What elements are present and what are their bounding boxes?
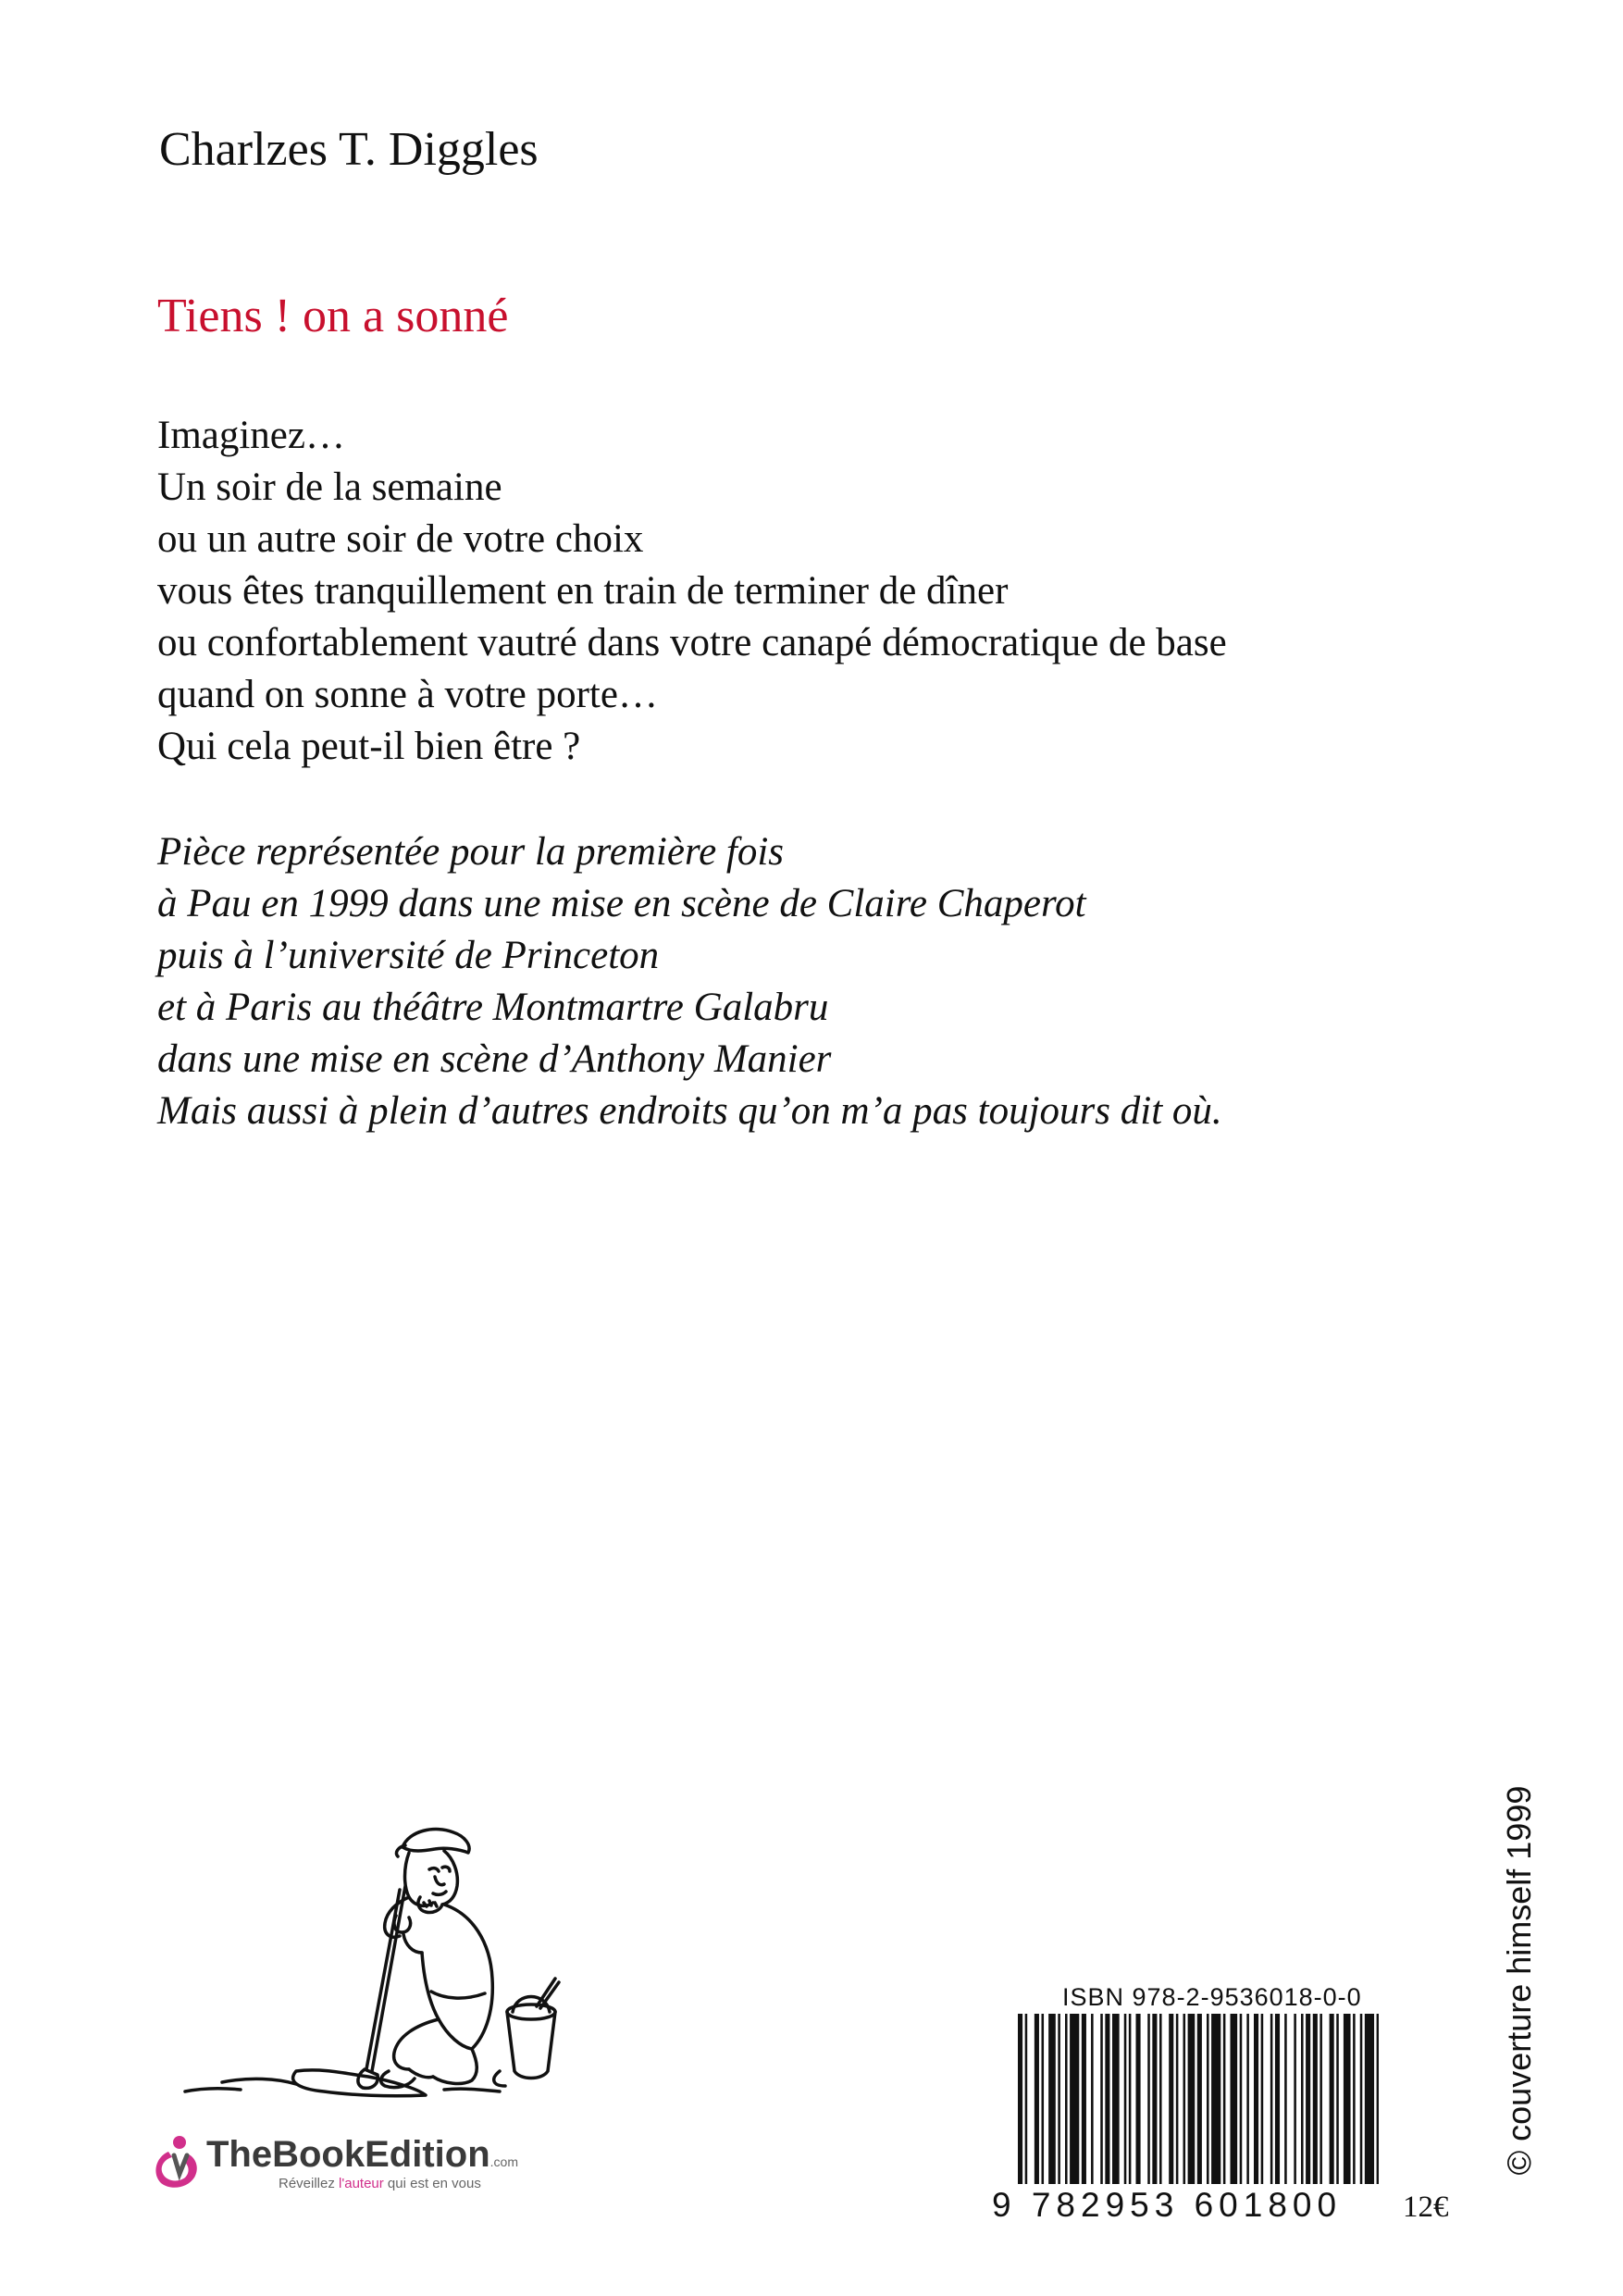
barcode-bar	[1070, 2014, 1079, 2184]
barcode-bar	[1129, 2014, 1132, 2184]
barcode-bar	[1261, 2014, 1264, 2184]
barcode-bar	[1197, 2014, 1202, 2184]
barcode-bar	[1152, 2014, 1157, 2184]
price: 12€	[1403, 2191, 1449, 2224]
barcode-bar	[1344, 2014, 1351, 2184]
barcode-bar	[1270, 2014, 1273, 2184]
barcode-bar	[1048, 2014, 1056, 2184]
publisher-name: TheBookEdition.com	[206, 2134, 518, 2175]
performance-line: puis à l’université de Princeton	[157, 934, 660, 977]
barcode-bar	[1136, 2014, 1141, 2184]
blurb-line: ou confortablement vautré dans votre canapé démocratique de base	[157, 621, 1227, 664]
barcode-bar	[1105, 2014, 1109, 2184]
barcode-bar	[1035, 2014, 1039, 2184]
performance-history	[157, 826, 1499, 1137]
barcode-bar	[1313, 2014, 1318, 2184]
barcode-bar	[1124, 2014, 1127, 2184]
barcode-bar	[1169, 2014, 1173, 2184]
barcode-bar	[1042, 2014, 1045, 2184]
barcode-bar	[1065, 2014, 1068, 2184]
barcode-bar	[1112, 2014, 1120, 2184]
publisher-logo	[146, 2133, 572, 2198]
barcode-bar	[1360, 2014, 1363, 2184]
cover-copyright: © couverture himself 1999	[1500, 1785, 1538, 2176]
barcode-bar	[1294, 2014, 1296, 2184]
blurb-line: quand on sonne à votre porte…	[157, 673, 658, 716]
barcode-bar	[1176, 2014, 1179, 2184]
barcode-bar	[1223, 2014, 1226, 2184]
blurb-line: Imaginez…	[157, 414, 345, 457]
barcode-bar	[1275, 2014, 1280, 2184]
blurb-line: vous êtes tranquillement en train de terminer de dîner	[157, 569, 1009, 613]
isbn-label: ISBN 978-2-9536018-0-0	[1062, 1983, 1362, 2011]
barcode-bar	[1365, 2014, 1374, 2184]
barcode-bar	[1188, 2014, 1196, 2184]
barcode-bar	[1377, 2014, 1379, 2184]
barcode-bar	[1254, 2014, 1258, 2184]
barcode-bar	[1319, 2014, 1322, 2184]
barcode-bar	[1306, 2014, 1310, 2184]
barcode-bar	[1284, 2014, 1287, 2184]
book-title: Tiens ! on a sonné	[157, 290, 509, 342]
blurb-line: Un soir de la semaine	[157, 465, 502, 509]
barcode-bar	[1091, 2014, 1094, 2184]
blurb-line: Qui cela peut-il bien être ?	[157, 725, 581, 768]
barcode-bar	[1082, 2014, 1086, 2184]
performance-line: Pièce représentée pour la première fois	[157, 830, 785, 874]
barcode-bar	[1353, 2014, 1356, 2184]
person-logo-icon	[146, 2133, 205, 2192]
barcode-bar	[1301, 2014, 1304, 2184]
barcode-bar	[1246, 2014, 1249, 2184]
barcode-bar	[1211, 2014, 1220, 2184]
barcode-bar	[1330, 2014, 1334, 2184]
barcode-bar	[1159, 2014, 1162, 2184]
barcode-bar	[1100, 2014, 1103, 2184]
man-mopping-floor-drawing-icon	[167, 1793, 611, 2099]
barcode-bar	[1207, 2014, 1209, 2184]
copyright-container	[1495, 1740, 1543, 2221]
barcode-bar	[1018, 2014, 1022, 2184]
barcode-bar	[1231, 2014, 1238, 2184]
barcode-icon	[1018, 2014, 1379, 2184]
barcode-bar	[1147, 2014, 1150, 2184]
barcode-bar	[1240, 2014, 1243, 2184]
blurb-text	[157, 410, 1499, 773]
performance-line: dans une mise en scène d’Anthony Manier	[157, 1037, 832, 1081]
blurb-line: ou un autre soir de votre choix	[157, 517, 644, 561]
author-name: Charlzes T. Diggles	[159, 123, 539, 176]
barcode-digits: 9 782953 601800	[992, 2186, 1343, 2224]
performance-line: et à Paris au théâtre Montmartre Galabru	[157, 986, 829, 1029]
performance-line: à Pau en 1999 dans une mise en scène de Claire Chaperot	[157, 882, 1086, 925]
barcode-bar	[1183, 2014, 1186, 2184]
barcode-bar	[1025, 2014, 1028, 2184]
barcode-bar	[1336, 2014, 1339, 2184]
performance-line: Mais aussi à plein d’autres endroits qu’on m’a pas toujours dit où.	[157, 1089, 1222, 1133]
publisher-tagline: Réveillez l'auteur qui est en vous	[279, 2176, 481, 2191]
barcode-bar	[1058, 2014, 1060, 2184]
